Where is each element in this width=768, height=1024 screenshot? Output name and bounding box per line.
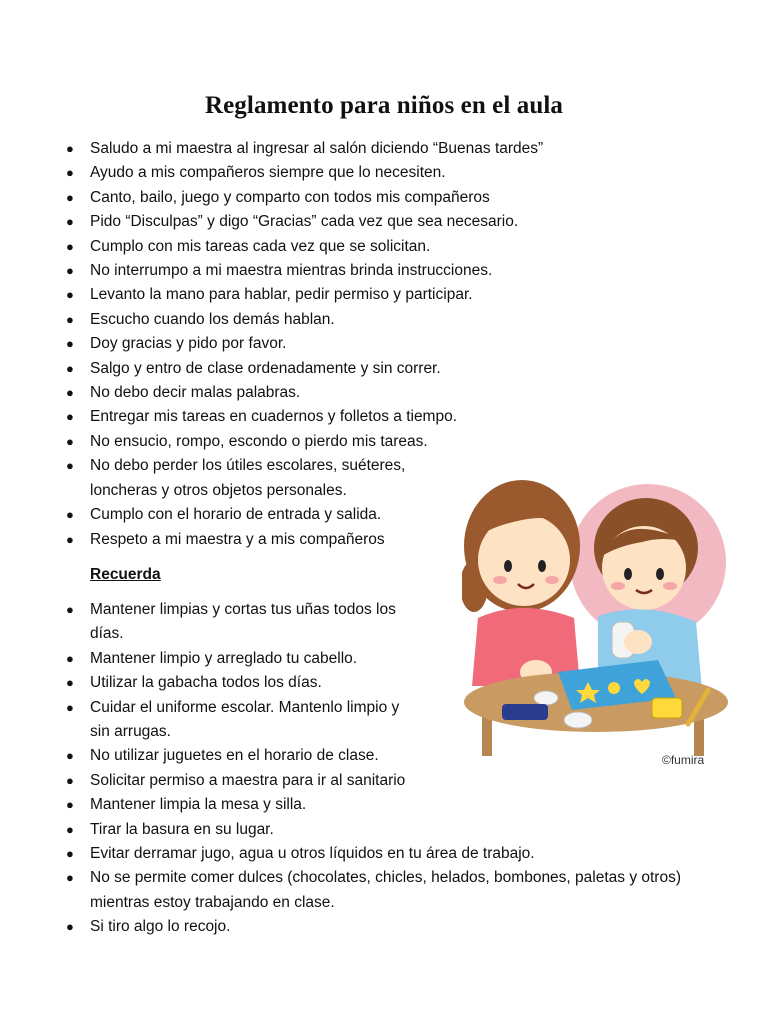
list-item-text: No ensucio, rompo, escondo o pierdo mis tareas. [90,432,428,450]
bullet-icon: ● [66,311,74,327]
bullet-icon: ● [66,919,74,935]
list-item [66,405,726,429]
bullet-icon: ● [66,238,74,254]
bullet-icon: ● [66,409,74,425]
list-item-text: Cuidar el uniforme escolar. Mantenlo limpio y sin arrugas. [90,698,400,741]
list-item-text: Pido “Disculpas” y digo “Gracias” cada vez que sea necesario. [90,213,519,231]
list-item [66,381,726,405]
boy-cheek-left [611,582,625,590]
reminders-heading: Recuerda [90,566,161,583]
list-item-text: No debo perder los útiles escolares, suéteres, loncheras y otros objetos personales. [90,457,406,499]
bullet-icon: ● [66,772,74,788]
girl-figure [462,480,580,686]
girl-cheek-left [493,576,507,584]
list-item [66,357,726,381]
list-item-text: Saludo a mi maestra al ingresar al salón diciendo “Buenas tardes” [90,140,544,157]
list-item-text: Si tiro algo lo recojo. [90,918,231,936]
list-item-text: Mantener limpia la mesa y silla. [90,796,307,814]
clay-circle [608,682,620,694]
list-item-text: Respeto a mi maestra y a mis compañeros [90,530,385,548]
list-item [66,842,726,866]
list-item-text: No utilizar juguetes en el horario de clase. [90,747,379,765]
list-item-text: Mantener limpio y arreglado tu cabello. [90,649,358,667]
bullet-icon: ● [66,699,74,715]
bullet-icon: ● [66,263,74,279]
table-leg-left [482,716,492,756]
list-item [66,332,726,356]
list-item-text: Tirar la basura en su lugar. [90,820,274,838]
girl-eye-right [538,560,546,572]
clay-blob [534,691,558,705]
bullet-icon: ● [66,507,74,523]
list-item [66,793,726,817]
list-item-text: Escucho cuando los demás hablan. [90,310,335,328]
list-item [66,137,726,161]
list-item [66,210,726,234]
bullet-icon: ● [66,214,74,230]
bullet-icon: ● [66,531,74,547]
bullet-icon: ● [66,821,74,837]
bullet-icon: ● [66,675,74,691]
list-item [66,769,726,793]
illustration-credit: ©fumira [662,753,705,767]
list-item [66,818,726,842]
page-title: Reglamento para niños en el aula [204,92,564,119]
list-item-text: No interrumpo a mi maestra mientras brinda instrucciones. [90,262,493,280]
boy-cheek-right [663,582,677,590]
bullet-icon: ● [66,141,74,156]
list-item [66,915,726,939]
bullet-icon: ● [66,189,74,205]
children-playing-clay-illustration [462,476,728,770]
list-item [66,283,726,307]
list-item-text: No debo decir malas palabras. [90,384,301,402]
bullet-icon: ● [66,433,74,449]
bullet-icon: ● [66,458,74,474]
list-item [66,866,726,915]
bullet-icon: ● [66,360,74,376]
bullet-icon: ● [66,336,74,352]
bullet-icon: ● [66,650,74,666]
list-item [66,308,726,332]
bullet-icon: ● [66,870,74,886]
bullet-icon: ● [66,165,74,181]
clay-case [502,704,548,720]
list-item [66,430,726,454]
list-item-text: Utilizar la gabacha todos los días. [90,674,322,692]
list-item-text: Entregar mis tareas en cuadernos y folletos a tiempo. [90,408,458,426]
bullet-icon: ● [66,846,74,862]
bullet-icon: ● [66,287,74,303]
clay-blob-small [564,712,592,728]
children-illustration [462,476,728,770]
list-item-text: No se permite comer dulces (chocolates, chicles, helados, bombones, paletas y otros) mientras estoy trabajando en clase. [90,869,682,911]
boy-hand [624,630,652,654]
list-item [66,186,726,210]
yellow-cutter [652,698,682,718]
list-item-text: Doy gracias y pido por favor. [90,335,287,353]
girl-cheek-right [545,576,559,584]
bullet-icon: ● [66,602,74,617]
list-item-text: Evitar derramar jugo, agua u otros líquidos en tu área de trabajo. [90,845,535,863]
list-item [66,259,726,283]
bullet-icon: ● [66,748,74,764]
list-item-text: Levanto la mano para hablar, pedir permiso y participar. [90,286,473,304]
girl-eye-left [504,560,512,572]
list-item-text: Mantener limpias y cortas tus uñas todos los días. [90,601,396,643]
bullet-icon: ● [66,797,74,813]
list-item-text: Salgo y entro de clase ordenadamente y sin correr. [90,359,441,377]
table-leg-right [694,716,704,756]
list-item-text: Cumplo con el horario de entrada y salida. [90,506,382,524]
list-item [66,161,726,185]
bullet-icon: ● [66,385,74,401]
boy-eye-left [624,568,632,580]
list-item-text: Cumplo con mis tareas cada vez que se solicitan. [90,237,431,255]
list-item-text: Ayudo a mis compañeros siempre que lo necesiten. [90,164,446,182]
list-item-text: Canto, bailo, juego y comparto con todos mis compañeros [90,188,490,206]
list-item [66,235,726,259]
list-item-text: Solicitar permiso a maestra para ir al sanitario [90,771,406,789]
boy-eye-right [656,568,664,580]
